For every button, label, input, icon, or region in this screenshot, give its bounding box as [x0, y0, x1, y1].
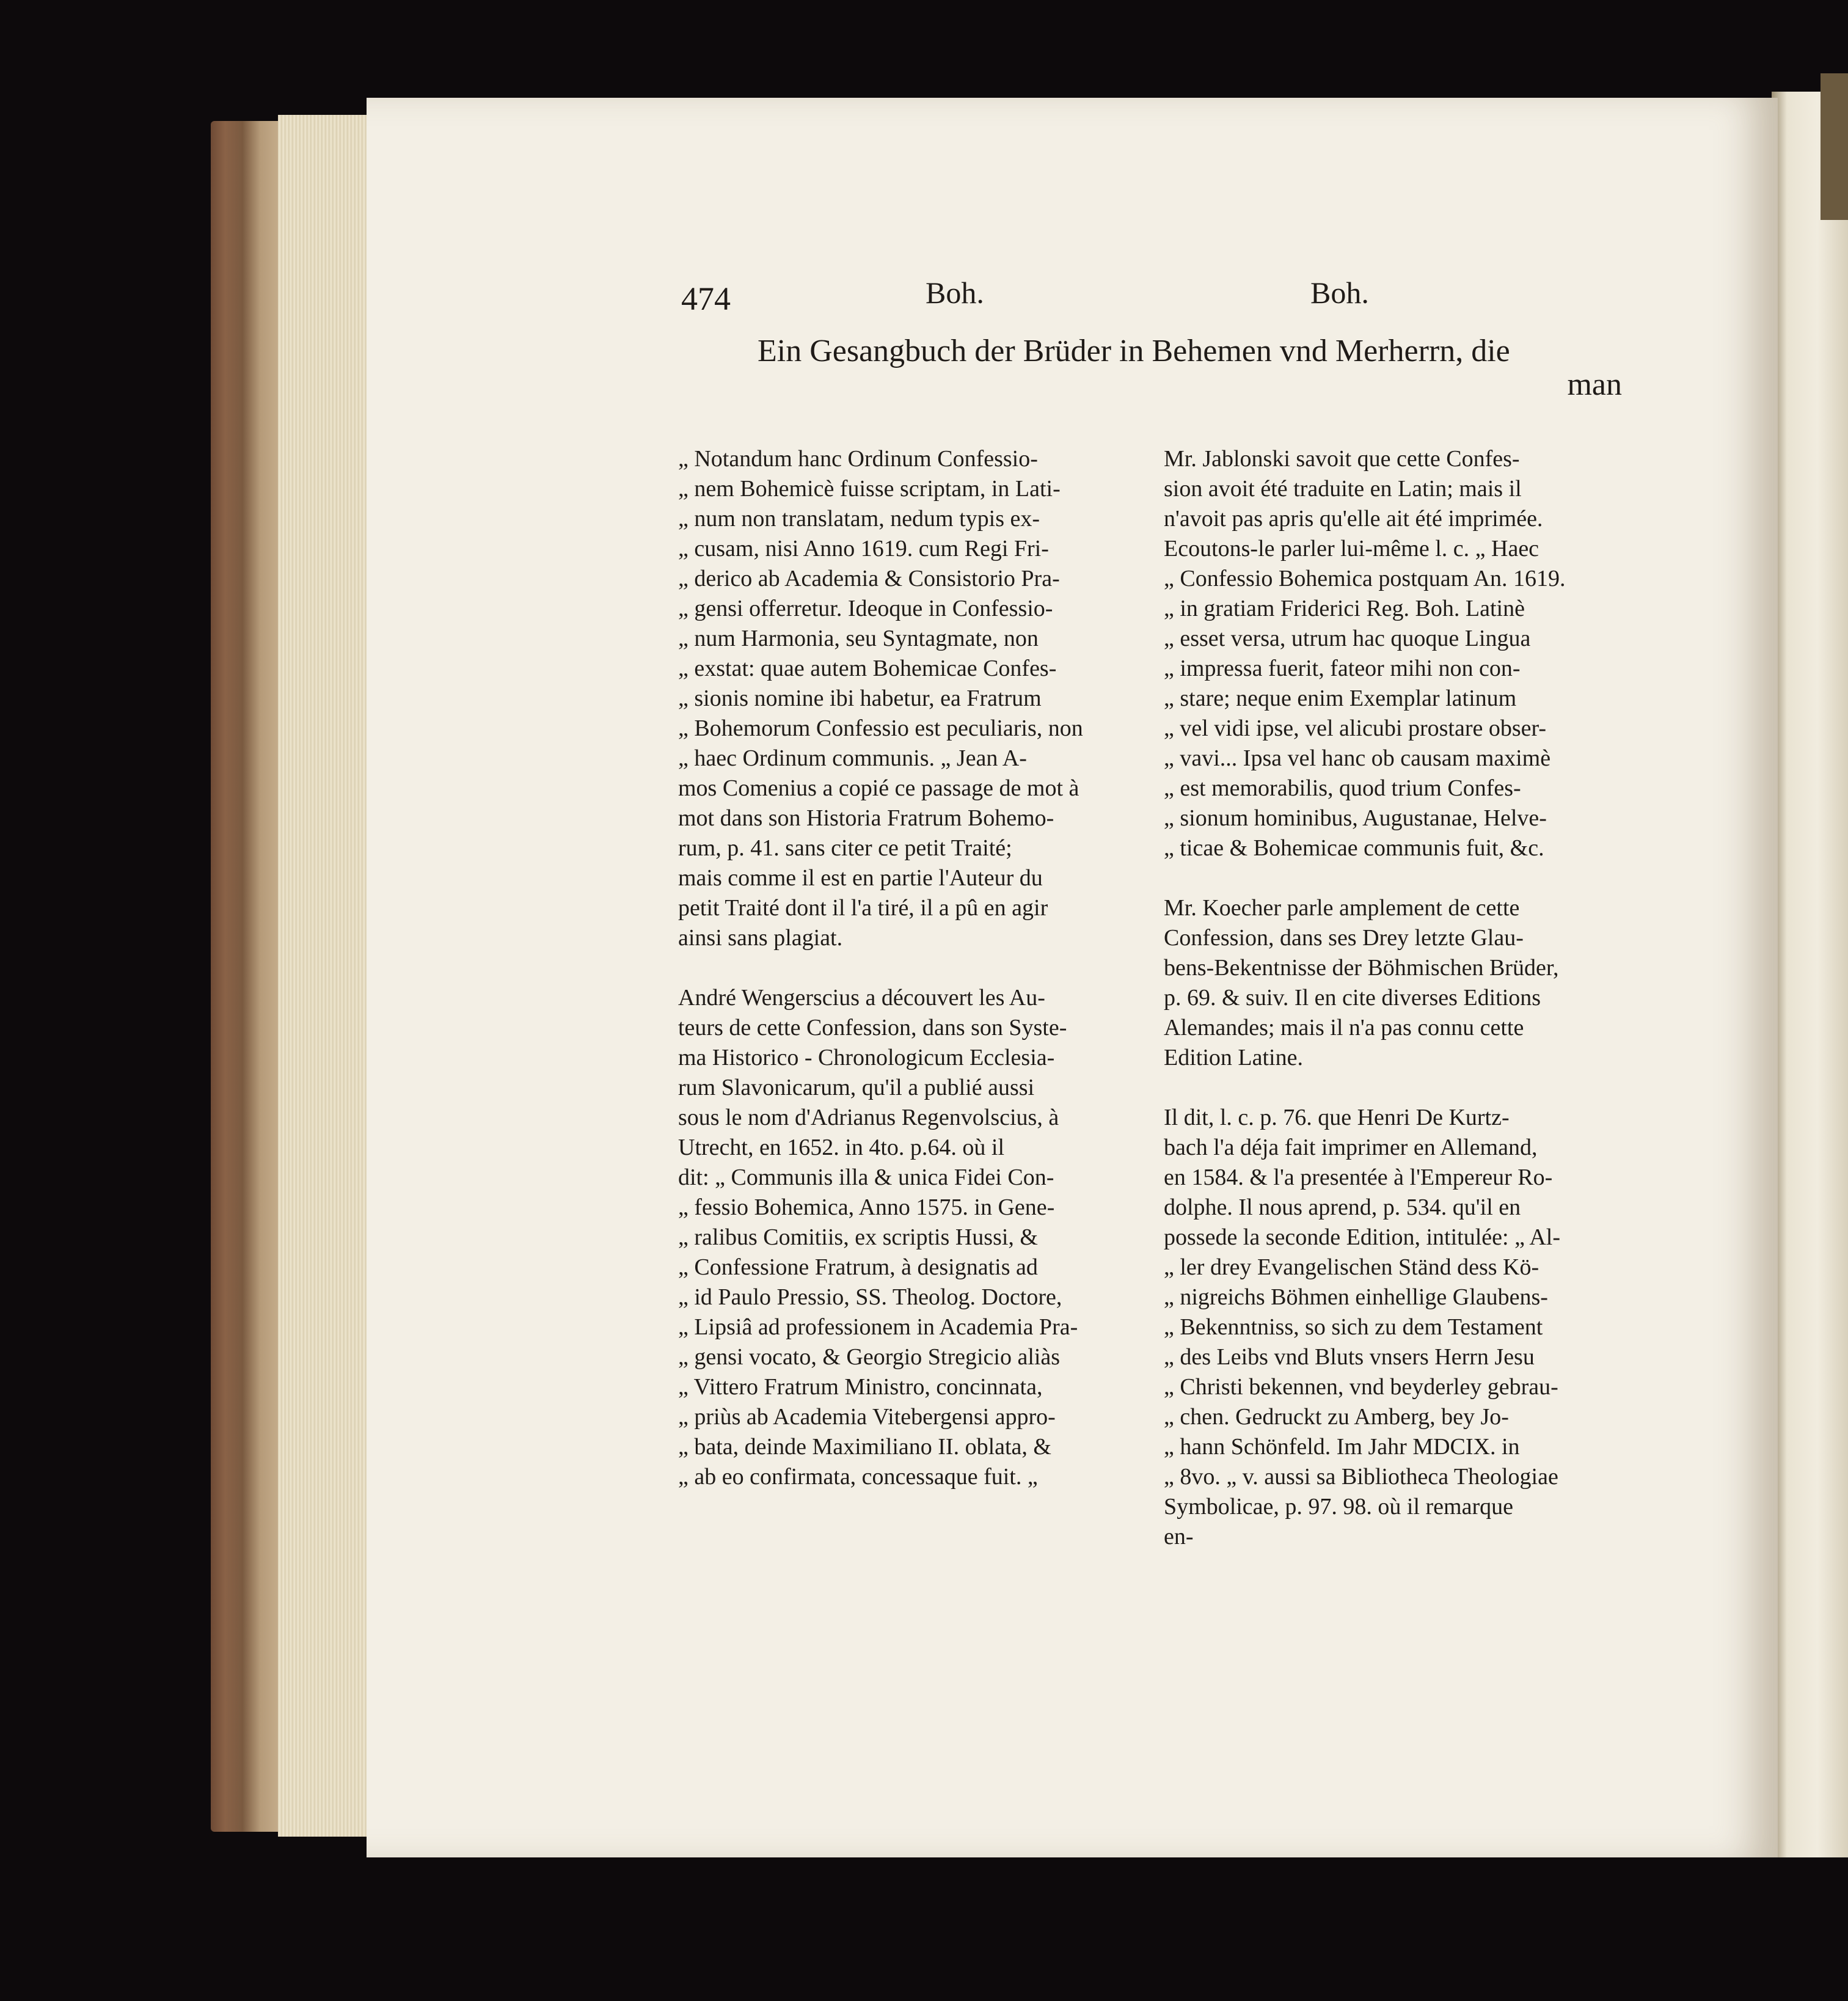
text-line: bach l'a déja fait imprimer en Allemand,: [1164, 1135, 1538, 1160]
text-line: „ hann Schönfeld. Im Jahr MDCIX. in: [1164, 1434, 1520, 1460]
text-line: „ exstat: quae autem Bohemicae Confes-: [678, 656, 1057, 681]
text-line: „ cusam, nisi Anno 1619. cum Regi Fri-: [678, 536, 1049, 562]
text-line: ma Historico - Chronologicum Ecclesia-: [678, 1045, 1055, 1070]
text-line: Utrecht, en 1652. in 4to. p.64. où il: [678, 1135, 1005, 1160]
text-line: „ sionis nomine ibi habetur, ea Fratrum: [678, 686, 1042, 711]
text-line: „ derico ab Academia & Consistorio Pra-: [678, 566, 1060, 591]
text-line: „ Bohemorum Confessio est peculiaris, non: [678, 715, 1083, 741]
running-head-left: Boh.: [926, 276, 984, 310]
text-line: Il dit, l. c. p. 76. que Henri De Kurtz-: [1164, 1105, 1510, 1130]
right-para-3: [1164, 1103, 1625, 1552]
text-line: „ sionum hominibus, Augustanae, Helve-: [1164, 805, 1547, 831]
text-line: „ ralibus Comitiis, ex scriptis Hussi, &: [678, 1224, 1038, 1250]
text-line: „ num Harmonia, seu Syntagmate, non: [678, 626, 1039, 651]
text-line: „ ler drey Evangelischen Ständ dess Kö-: [1164, 1254, 1539, 1280]
text-line: „ Vittero Fratrum Ministro, concinnata,: [678, 1374, 1043, 1400]
text-line: „ priùs ab Academia Vitebergensi appro-: [678, 1404, 1056, 1430]
text-line: „ ab eo confirmata, concessaque fuit. „: [678, 1464, 1038, 1490]
text-line: „ nem Bohemicè fuisse scriptam, in Lati-: [678, 476, 1061, 502]
text-line: Edition Latine.: [1164, 1045, 1303, 1070]
text-line: sous le nom d'Adrianus Regenvolscius, à: [678, 1105, 1059, 1130]
right-column: [1164, 444, 1625, 1552]
text-line: „ in gratiam Friderici Reg. Boh. Latinè: [1164, 596, 1525, 621]
text-line: „ 8vo. „ v. aussi sa Bibliotheca Theologiae: [1164, 1464, 1558, 1490]
text-line: „ num non translatam, nedum typis ex-: [678, 506, 1040, 532]
text-line: „ haec Ordinum communis. „ Jean A-: [678, 745, 1027, 771]
text-line: petit Traité dont il l'a tiré, il a pû en agir: [678, 895, 1048, 921]
text-line: possede la seconde Edition, intitulée: „ Al-: [1164, 1224, 1561, 1250]
text-line: Symbolicae, p. 97. 98. où il remarque: [1164, 1494, 1513, 1520]
book-cover-corner: [1821, 73, 1848, 220]
left-para-1: [678, 444, 1133, 953]
left-para-2: [678, 983, 1133, 1492]
text-line: Ecoutons-le parler lui-même l. c. „ Haec: [1164, 536, 1539, 562]
text-line: „ fessio Bohemica, Anno 1575. in Gene-: [678, 1194, 1055, 1220]
text-line: „ Confessione Fratrum, à designatis ad: [678, 1254, 1038, 1280]
text-line: Alemandes; mais il n'a pas connu cette: [1164, 1015, 1524, 1041]
title-line: Ein Gesangbuch der Brüder in Behemen vnd Merherrn, die: [758, 334, 1510, 368]
text-line: „ nigreichs Böhmen einhellige Glaubens-: [1164, 1284, 1548, 1310]
text-line: „ vel vidi ipse, vel alicubi prostare obser-: [1164, 715, 1547, 741]
text-line: teurs de cette Confession, dans son Syste-: [678, 1015, 1067, 1041]
right-para-1: [1164, 444, 1625, 863]
text-line: „ ticae & Bohemicae communis fuit, &c.: [1164, 835, 1544, 861]
text-line: dit: „ Communis illa & unica Fidei Con-: [678, 1165, 1054, 1190]
text-line: bens-Bekentnisse der Böhmischen Brüder,: [1164, 955, 1559, 981]
title-continued: man: [1567, 367, 1622, 402]
text-line: André Wengerscius a découvert les Au-: [678, 985, 1045, 1011]
text-line: „ Notandum hanc Ordinum Confessio-: [678, 446, 1038, 472]
text-line: ainsi sans plagiat.: [678, 925, 843, 951]
text-line: „ est memorabilis, quod trium Confes-: [1164, 775, 1521, 801]
text-line: mais comme il est en partie l'Auteur du: [678, 865, 1043, 891]
text-line: „ Confessio Bohemica postquam An. 1619.: [1164, 566, 1566, 591]
text-line: rum, p. 41. sans citer ce petit Traité;: [678, 835, 1012, 861]
text-line: „ Christi bekennen, vnd beyderley gebrau-: [1164, 1374, 1558, 1400]
text-line: „ stare; neque enim Exemplar latinum: [1164, 686, 1517, 711]
running-head-right: Boh.: [1310, 276, 1369, 310]
text-line: p. 69. & suiv. Il en cite diverses Editions: [1164, 985, 1541, 1011]
text-line: mot dans son Historia Fratrum Bohemo-: [678, 805, 1054, 831]
right-para-2: [1164, 893, 1625, 1073]
text-line: sion avoit été traduite en Latin; mais il: [1164, 476, 1522, 502]
text-line: en 1584. & l'a presentée à l'Empereur Ro-: [1164, 1165, 1553, 1190]
facing-page-edge: [1772, 92, 1848, 1857]
text-line: „ chen. Gedruckt zu Amberg, bey Jo-: [1164, 1404, 1509, 1430]
text-line: Mr. Koecher parle amplement de cette: [1164, 895, 1520, 921]
text-line: „ bata, deinde Maximiliano II. oblata, &: [678, 1434, 1051, 1460]
page-stack-edge: [278, 115, 370, 1837]
text-line: mos Comenius a copié ce passage de mot à: [678, 775, 1079, 801]
text-line: „ Lipsiâ ad professionem in Academia Pra-: [678, 1314, 1078, 1340]
text-line: „ esset versa, utrum hac quoque Lingua: [1164, 626, 1531, 651]
text-line: „ gensi vocato, & Georgio Stregicio aliàs: [678, 1344, 1061, 1370]
text-line: „ id Paulo Pressio, SS. Theolog. Doctore,: [678, 1284, 1062, 1310]
text-line: rum Slavonicarum, qu'il a publié aussi: [678, 1075, 1035, 1100]
text-line: Mr. Jablonski savoit que cette Confes-: [1164, 446, 1520, 472]
text-line: en-: [1164, 1524, 1194, 1549]
text-line: dolphe. Il nous aprend, p. 534. qu'il en: [1164, 1194, 1521, 1220]
text-line: „ Bekenntniss, so sich zu dem Testament: [1164, 1314, 1543, 1340]
text-line: „ gensi offerretur. Ideoque in Confessio-: [678, 596, 1053, 621]
text-line: „ impressa fuerit, fateor mihi non con-: [1164, 656, 1521, 681]
text-line: Confession, dans ses Drey letzte Glau-: [1164, 925, 1524, 951]
text-line: „ des Leibs vnd Bluts vnsers Herrn Jesu: [1164, 1344, 1535, 1370]
text-line: n'avoit pas apris qu'elle ait été imprimée.: [1164, 506, 1543, 532]
text-line: „ vavi... Ipsa vel hanc ob causam maximè: [1164, 745, 1551, 771]
left-column: [678, 444, 1133, 1492]
page-number: 474: [681, 280, 731, 317]
